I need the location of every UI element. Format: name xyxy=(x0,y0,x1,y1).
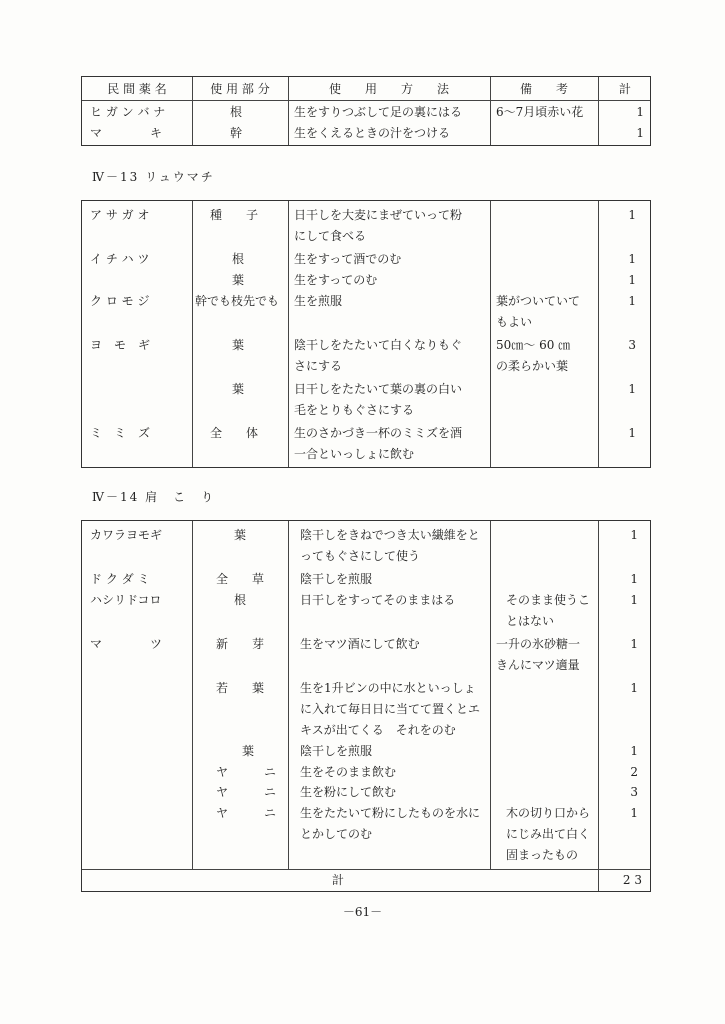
note: 一升の氷砂糖一 xyxy=(496,637,581,651)
method: 生をたたいて粉にしたものを水に xyxy=(300,806,481,820)
count: 1 xyxy=(628,426,636,440)
method: 陰干しをたたいて白くなりもぐ xyxy=(294,338,463,352)
part: 葉 xyxy=(242,744,255,758)
note: 固まったもの xyxy=(506,848,579,862)
method: 生のさかづき一杯のミミズを酒 xyxy=(294,426,463,440)
count: 1 xyxy=(628,294,636,308)
method: 陰干しを煎服 xyxy=(300,744,373,758)
total-label: 計 xyxy=(332,873,345,887)
note: もよい xyxy=(496,315,533,329)
method: 陰干しをきねでつき太い繊維をと xyxy=(300,528,480,542)
count: 1 xyxy=(628,208,636,222)
method: 生をくえるときの汁をつける xyxy=(294,126,451,140)
plant-name: ミ ミ ズ xyxy=(90,426,151,440)
part: ヤ ニ xyxy=(216,806,277,820)
note: そのまま使うこ xyxy=(506,593,591,607)
method: キスが出てくる それをのむ xyxy=(300,723,456,737)
method: ってもぐさにして使う xyxy=(300,549,421,563)
count: 2 xyxy=(630,765,638,779)
part: 幹 xyxy=(230,126,243,140)
count: 1 xyxy=(630,744,638,758)
note: 50㎝〜 60 ㎝ xyxy=(496,338,571,352)
count: 1 xyxy=(630,528,638,542)
plant-name: ク ロ モ ジ xyxy=(90,294,150,308)
method: 生を煎服 xyxy=(294,294,343,308)
method: 日干しをすってそのままはる xyxy=(300,593,456,607)
count: 1 xyxy=(630,637,638,651)
note: とはない xyxy=(506,614,555,628)
part: 根 xyxy=(234,593,247,607)
table-2 xyxy=(81,200,651,468)
header-part: 使 用 部 分 xyxy=(210,82,270,96)
count: 1 xyxy=(628,382,636,396)
table-3 xyxy=(81,520,651,892)
count: 1 xyxy=(630,593,638,607)
part: 新 芽 xyxy=(216,637,265,651)
part: ヤ ニ xyxy=(216,785,277,799)
method: 生をすって酒でのむ xyxy=(294,252,402,266)
count: 1 xyxy=(630,681,638,695)
note: 6〜7月頃赤い花 xyxy=(496,105,584,119)
count: 1 xyxy=(630,806,638,820)
part: 根 xyxy=(232,252,245,266)
method: 陰干しを煎服 xyxy=(300,572,373,586)
method: 日干しを大麦にまぜていって粉 xyxy=(294,208,463,222)
method: に入れて毎日日に当てて置くとエ xyxy=(300,702,481,716)
part: 全 体 xyxy=(210,426,259,440)
count: 1 xyxy=(628,273,636,287)
method: さにする xyxy=(294,359,343,373)
table-1 xyxy=(81,76,651,146)
plant-name: イ チ ハ ツ xyxy=(90,252,150,266)
plant-name: ド ク ダ ミ xyxy=(90,572,150,586)
header-note: 備 考 xyxy=(519,82,568,96)
count: 3 xyxy=(628,338,636,352)
part: 種 子 xyxy=(210,208,259,222)
count: 1 xyxy=(636,105,644,119)
total-value: 2 3 xyxy=(622,873,642,887)
part: 幹でも枝先でも xyxy=(195,294,280,308)
plant-name: マ ツ xyxy=(90,637,163,651)
count: 1 xyxy=(628,252,636,266)
note: にじみ出て白く xyxy=(506,827,591,841)
part: 葉 xyxy=(234,528,247,542)
plant-name: ア サ ガ オ xyxy=(90,208,150,222)
section-title-rheumatism: Ⅳ－13 リュウマチ xyxy=(92,170,215,184)
table-row xyxy=(90,104,165,120)
method: 毛をとりもぐさにする xyxy=(294,403,415,417)
part: 葉 xyxy=(232,338,245,352)
header-count: 計 xyxy=(618,82,631,96)
note: きんにマツ適量 xyxy=(496,658,580,672)
method: 生をそのまま飲む xyxy=(300,765,397,779)
count: 1 xyxy=(630,572,638,586)
note: 葉がついていて xyxy=(496,294,581,308)
part: 葉 xyxy=(232,382,245,396)
plant-name: ヨ モ ギ xyxy=(90,338,151,352)
part: 全 草 xyxy=(216,572,265,586)
header-method: 使 用 方 法 xyxy=(328,82,449,96)
method: 生を粉にして飲む xyxy=(300,785,397,799)
plant-name: カワラヨモギ xyxy=(90,528,163,542)
part: 葉 xyxy=(232,273,245,287)
method: にして食べる xyxy=(294,229,367,243)
count: 3 xyxy=(630,785,638,799)
section-title-stiff-shoulders: Ⅳ－14 肩 こ り xyxy=(92,490,216,504)
header-name: 民 間 薬 名 xyxy=(107,82,167,96)
page-number: －61－ xyxy=(342,905,383,919)
note: の柔らかい葉 xyxy=(496,359,569,373)
method: 生を1升ビンの中に水といっしょ xyxy=(300,681,476,695)
plant-name: ハシリドコロ xyxy=(90,593,162,607)
part: 若 葉 xyxy=(216,681,265,695)
plant-name: マ キ xyxy=(90,126,163,140)
part: ヤ ニ xyxy=(216,765,277,779)
method: 生をマツ酒にして飲む xyxy=(300,637,420,651)
method: とかしてのむ xyxy=(300,827,373,841)
count: 1 xyxy=(636,126,644,140)
plant-name: ヒ ガ ン バ ナ xyxy=(90,105,166,119)
method: 一合といっしょに飲む xyxy=(294,447,415,461)
method: 日干しをたたいて葉の裏の白い xyxy=(294,382,463,396)
method: 生をすってのむ xyxy=(294,273,378,287)
part: 根 xyxy=(230,105,243,119)
method: 生をすりつぶして足の裏にはる xyxy=(294,105,463,119)
note: 木の切り口から xyxy=(506,806,591,820)
